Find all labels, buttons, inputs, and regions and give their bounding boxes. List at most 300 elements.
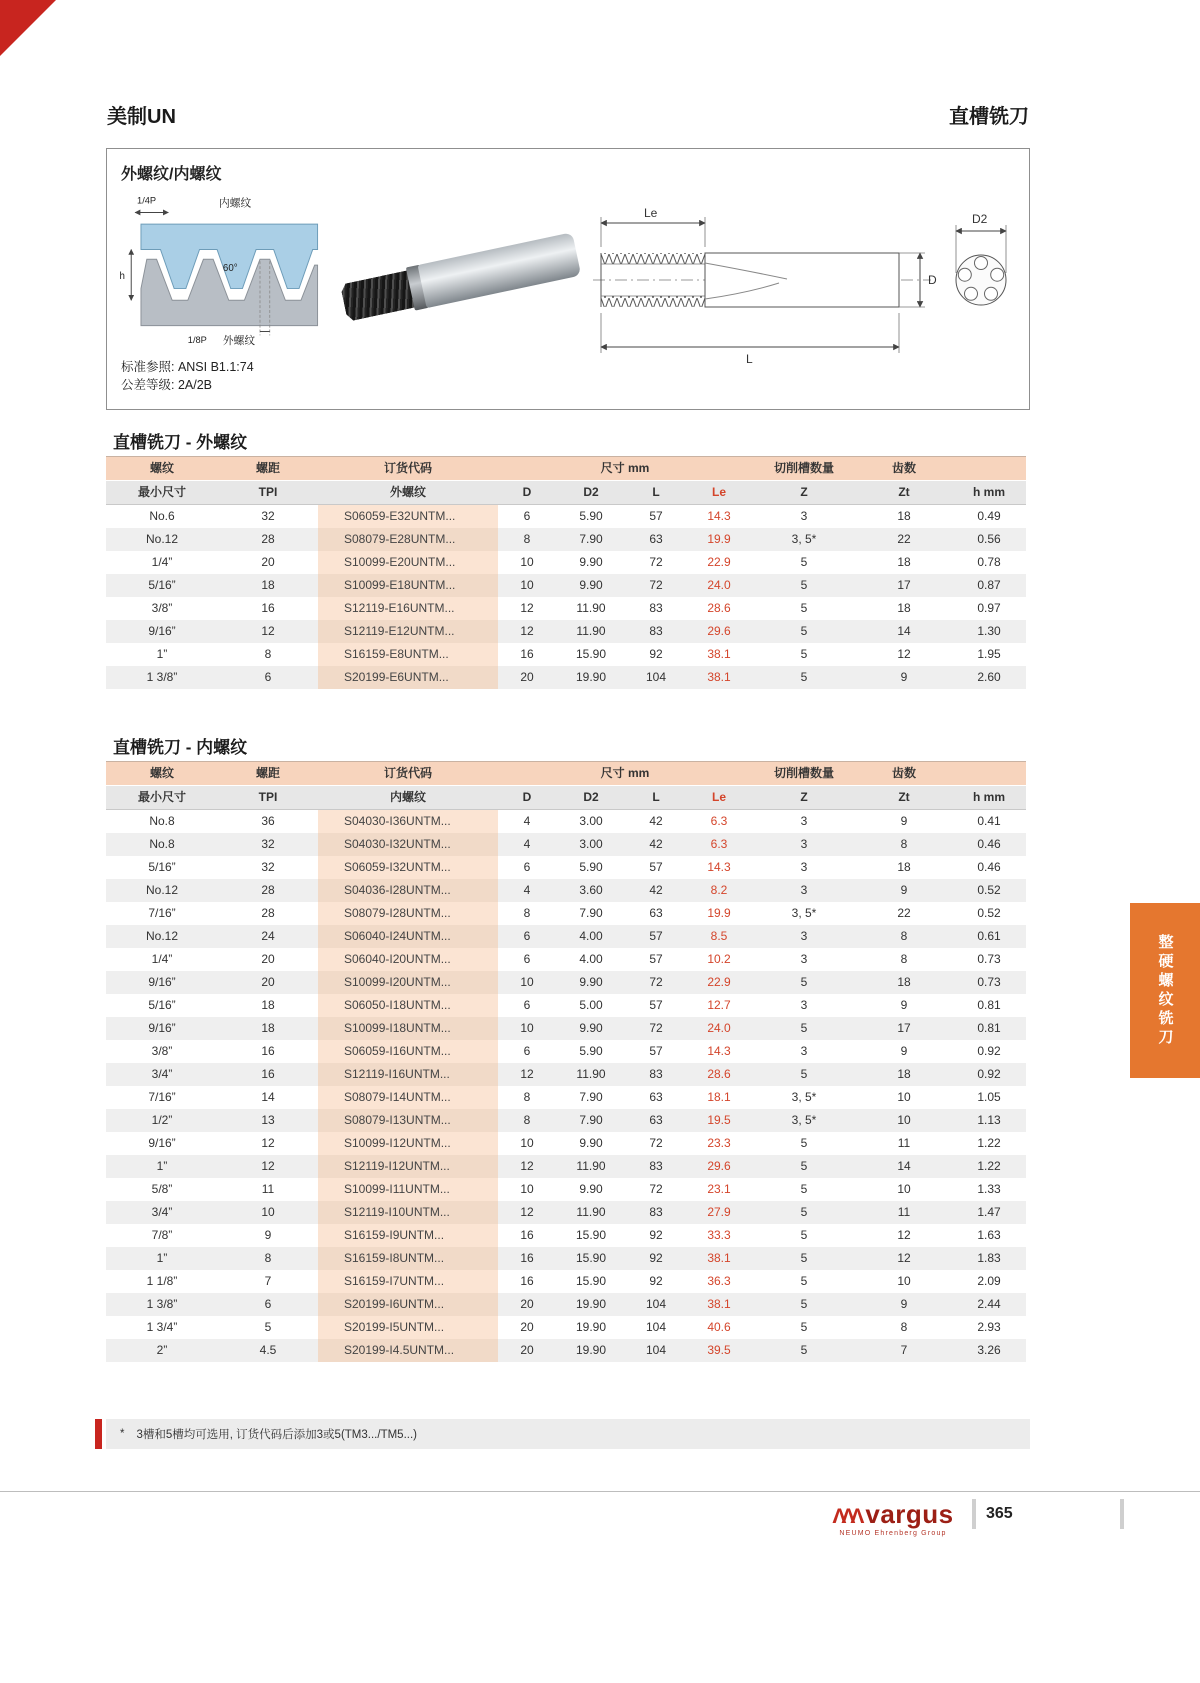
table-row bbox=[106, 666, 1026, 689]
table-cell: 0.61 bbox=[977, 929, 1001, 943]
table-cell: 1 1/8” bbox=[146, 1274, 178, 1288]
table-row bbox=[106, 1155, 1026, 1178]
column-header-cell: Zt bbox=[856, 786, 952, 810]
table-cell: 5/8” bbox=[151, 1182, 173, 1196]
table-cell: 4 bbox=[523, 837, 531, 851]
table-cell: 9 bbox=[900, 883, 908, 897]
table-cell: 10 bbox=[897, 1090, 911, 1104]
table-cell: S04030-I32UNTM... bbox=[318, 833, 498, 856]
table-cell: 5 bbox=[800, 601, 808, 615]
table-cell: 28 bbox=[261, 532, 275, 546]
table-cell: 104 bbox=[645, 1343, 667, 1357]
table-cell: 42 bbox=[649, 814, 663, 828]
table-row bbox=[106, 574, 1026, 597]
column-header-cell: 最小尺寸 bbox=[106, 786, 218, 810]
group-header-cell: 订货代码 bbox=[318, 457, 498, 481]
table-cell: 9/16” bbox=[148, 1136, 176, 1150]
table-cell: 1.22 bbox=[977, 1136, 1001, 1150]
table-cell: 3, 5* bbox=[791, 1090, 817, 1104]
table-cell: 19.90 bbox=[575, 670, 607, 684]
table-cell: S10099-E20UNTM... bbox=[318, 551, 498, 574]
table-cell: 5 bbox=[800, 647, 808, 661]
footnote-text: 3槽和5槽均可选用, 订货代码后添加3或5(TM3.../TM5...) bbox=[136, 1429, 417, 1441]
table-cell: No.6 bbox=[149, 509, 175, 523]
column-header-cell: Z bbox=[752, 786, 856, 810]
table-cell: 38.1 bbox=[707, 670, 731, 684]
table-row bbox=[106, 1201, 1026, 1224]
table-cell: 10 bbox=[897, 1113, 911, 1127]
table-cell: 14 bbox=[897, 624, 911, 638]
table-cell: 1” bbox=[156, 1251, 168, 1265]
table-cell: 7/8” bbox=[151, 1228, 173, 1242]
table-row bbox=[106, 1178, 1026, 1201]
table-cell: 15.90 bbox=[575, 647, 607, 661]
table-cell: 12 bbox=[520, 1205, 534, 1219]
table-row bbox=[106, 1224, 1026, 1247]
table-cell: 9.90 bbox=[579, 578, 603, 592]
table-cell: S16159-I8UNTM... bbox=[318, 1247, 498, 1270]
table-cell: 7.90 bbox=[579, 906, 603, 920]
table-cell: 5.00 bbox=[579, 998, 603, 1012]
column-header-cell: h mm bbox=[952, 786, 1026, 810]
quarter-p-label: 1/4P bbox=[137, 195, 157, 206]
table-cell: 2.09 bbox=[977, 1274, 1001, 1288]
column-header-cell: Zt bbox=[856, 481, 952, 505]
table-cell: 9/16” bbox=[148, 624, 176, 638]
h-label: h bbox=[119, 270, 125, 282]
table-cell: 1” bbox=[156, 647, 168, 661]
table-cell: 42 bbox=[649, 837, 663, 851]
table-cell: S10099-E18UNTM... bbox=[318, 574, 498, 597]
table-cell: 8 bbox=[900, 837, 908, 851]
group-header-cell bbox=[952, 457, 1026, 481]
table-row bbox=[106, 597, 1026, 620]
table-cell: 83 bbox=[649, 1159, 663, 1173]
page-header bbox=[107, 100, 1029, 129]
table-cell: S20199-I6UNTM... bbox=[318, 1293, 498, 1316]
table-cell: 2.60 bbox=[977, 670, 1001, 684]
table-cell: 9.90 bbox=[579, 1182, 603, 1196]
table-cell: 12 bbox=[261, 624, 275, 638]
standards-note bbox=[121, 358, 254, 396]
table-cell: 10 bbox=[261, 1205, 275, 1219]
internal-thread-label: 内螺纹 bbox=[219, 197, 252, 210]
table-cell: 0.73 bbox=[977, 952, 1001, 966]
table-cell: 12 bbox=[520, 624, 534, 638]
table-cell: 10.2 bbox=[707, 952, 731, 966]
table-cell: 29.6 bbox=[707, 1159, 731, 1173]
table-cell: 20 bbox=[261, 952, 275, 966]
dim-le-label: Le bbox=[644, 206, 658, 220]
column-header-cell: L bbox=[626, 481, 686, 505]
table-row bbox=[106, 1017, 1026, 1040]
table-cell: S16159-E8UNTM... bbox=[318, 643, 498, 666]
table-cell: 5.90 bbox=[579, 860, 603, 874]
table-cell: 1.05 bbox=[977, 1090, 1001, 1104]
table-cell: S10099-I11UNTM... bbox=[318, 1178, 498, 1201]
table-cell: 3.26 bbox=[977, 1343, 1001, 1357]
table-cell: 33.3 bbox=[707, 1228, 731, 1242]
table-cell: 23.3 bbox=[707, 1136, 731, 1150]
table-cell: 3/8” bbox=[151, 1044, 173, 1058]
table-cell: 38.1 bbox=[707, 647, 731, 661]
table-cell: 16 bbox=[520, 647, 534, 661]
external-thread-label: 外螺纹 bbox=[222, 335, 256, 348]
table-cell: 5/16” bbox=[148, 860, 176, 874]
table-row bbox=[106, 1109, 1026, 1132]
group-header-cell: 尺寸 mm bbox=[498, 457, 752, 481]
internal-thread-table bbox=[106, 761, 1026, 1362]
table-cell: 10 bbox=[520, 1136, 534, 1150]
table-cell: 29.6 bbox=[707, 624, 731, 638]
table-cell: 8 bbox=[264, 1251, 272, 1265]
table-cell: 20 bbox=[520, 1320, 534, 1334]
table-cell: 2.44 bbox=[977, 1297, 1001, 1311]
table-cell: 3/4” bbox=[151, 1205, 173, 1219]
table-cell: 11.90 bbox=[576, 1205, 606, 1219]
table-cell: S06059-I16UNTM... bbox=[318, 1040, 498, 1063]
table-cell: 0.81 bbox=[977, 998, 1001, 1012]
table-cell: No.12 bbox=[145, 532, 179, 546]
table-cell: 32 bbox=[261, 860, 275, 874]
internal-thread-shape bbox=[141, 224, 318, 288]
table-cell: S08079-I14UNTM... bbox=[318, 1086, 498, 1109]
table-row bbox=[106, 902, 1026, 925]
table-cell: S04036-I28UNTM... bbox=[318, 879, 498, 902]
footer-separator bbox=[972, 1499, 976, 1529]
column-header-cell: 外螺纹 bbox=[318, 481, 498, 505]
table-cell: 10 bbox=[897, 1182, 911, 1196]
thread-profile-diagram bbox=[117, 191, 323, 351]
table-row bbox=[106, 643, 1026, 666]
table-cell: 32 bbox=[261, 837, 275, 851]
column-header-cell: Le bbox=[686, 481, 752, 505]
table-cell: 6 bbox=[264, 1297, 272, 1311]
table-cell: 20 bbox=[520, 1343, 534, 1357]
table-cell: 0.49 bbox=[977, 509, 1001, 523]
table-cell: 3 bbox=[800, 860, 808, 874]
group-header-cell: 齿数 bbox=[856, 762, 952, 786]
table-cell: 18 bbox=[897, 555, 911, 569]
table-cell: 0.73 bbox=[977, 975, 1001, 989]
table-cell: 9.90 bbox=[579, 555, 603, 569]
dim-l-label: L bbox=[746, 352, 753, 366]
table-cell: 3, 5* bbox=[791, 906, 817, 920]
table-cell: 20 bbox=[261, 975, 275, 989]
table-cell: 9/16” bbox=[148, 1021, 176, 1035]
vargus-logo bbox=[818, 1499, 968, 1537]
table-row bbox=[106, 551, 1026, 574]
table-cell: 1/4” bbox=[151, 555, 173, 569]
table-cell: 2” bbox=[156, 1343, 168, 1357]
table-cell: 1.83 bbox=[977, 1251, 1001, 1265]
table-cell: 0.87 bbox=[977, 578, 1001, 592]
table-cell: 13 bbox=[261, 1113, 275, 1127]
table-cell: 3.00 bbox=[579, 837, 603, 851]
table-cell: 4 bbox=[523, 814, 531, 828]
table-cell: S20199-E6UNTM... bbox=[318, 666, 498, 689]
table-cell: 24.0 bbox=[707, 578, 731, 592]
table-cell: 11 bbox=[897, 1205, 911, 1219]
table-cell: 5 bbox=[800, 1320, 808, 1334]
table-cell: 57 bbox=[649, 1044, 663, 1058]
table-cell: 11.90 bbox=[576, 1067, 606, 1081]
table-cell: 20 bbox=[261, 555, 275, 569]
group-header-cell bbox=[952, 762, 1026, 786]
table-cell: 6.3 bbox=[710, 837, 728, 851]
table-cell: 72 bbox=[649, 975, 663, 989]
table-cell: 7/16” bbox=[148, 906, 176, 920]
table-cell: 7 bbox=[264, 1274, 272, 1288]
table-cell: 57 bbox=[649, 998, 663, 1012]
table-cell: 3.00 bbox=[579, 814, 603, 828]
table-cell: 16 bbox=[520, 1228, 534, 1242]
table-cell: 9 bbox=[264, 1228, 272, 1242]
table-cell: 38.1 bbox=[707, 1251, 731, 1265]
table-cell: 7.90 bbox=[579, 1113, 603, 1127]
table-cell: 1.63 bbox=[977, 1228, 1001, 1242]
table-cell: 17 bbox=[897, 578, 911, 592]
table-cell: 12 bbox=[261, 1159, 275, 1173]
group-header-cell: 螺纹 bbox=[106, 457, 218, 481]
table-cell: 5 bbox=[800, 1021, 808, 1035]
table-cell: 8 bbox=[523, 532, 531, 546]
table-cell: 4.00 bbox=[579, 952, 603, 966]
table-row bbox=[106, 948, 1026, 971]
table-cell: 1.95 bbox=[977, 647, 1001, 661]
table-cell: 6 bbox=[523, 929, 531, 943]
table-cell: 92 bbox=[649, 1274, 663, 1288]
table-cell: 19.90 bbox=[575, 1343, 607, 1357]
table-cell: 5 bbox=[800, 1228, 808, 1242]
table-cell: 83 bbox=[649, 601, 663, 615]
table-cell: 7.90 bbox=[579, 1090, 603, 1104]
table-cell: 19.9 bbox=[707, 906, 731, 920]
table-cell: 6 bbox=[523, 952, 531, 966]
table-cell: 5 bbox=[800, 555, 808, 569]
table-cell: 104 bbox=[645, 670, 667, 684]
table-cell: 11.90 bbox=[576, 1159, 606, 1173]
table-cell: 28.6 bbox=[707, 1067, 731, 1081]
table-cell: 40.6 bbox=[707, 1320, 731, 1334]
column-header-cell: D2 bbox=[556, 481, 626, 505]
column-header-cell: L bbox=[626, 786, 686, 810]
table-cell: 9.90 bbox=[579, 975, 603, 989]
table-cell: 83 bbox=[649, 624, 663, 638]
table-cell: S12119-I12UNTM... bbox=[318, 1155, 498, 1178]
table-cell: S10099-I12UNTM... bbox=[318, 1132, 498, 1155]
table-cell: 12.7 bbox=[707, 998, 731, 1012]
angle-label: 60° bbox=[222, 263, 238, 274]
table-cell: 6 bbox=[264, 670, 272, 684]
table-cell: 5 bbox=[800, 1182, 808, 1196]
table-cell: 1 3/8” bbox=[146, 1297, 178, 1311]
footnote-accent-bar bbox=[95, 1419, 102, 1449]
table-cell: S20199-I4.5UNTM... bbox=[318, 1339, 498, 1362]
table-cell: 57 bbox=[649, 952, 663, 966]
table-cell: 3.60 bbox=[579, 883, 603, 897]
table-cell: 11.90 bbox=[576, 601, 606, 615]
table-row bbox=[106, 620, 1026, 643]
table-row bbox=[106, 810, 1026, 834]
column-header-cell: TPI bbox=[218, 786, 318, 810]
table-cell: 10 bbox=[897, 1274, 911, 1288]
table-cell: 22.9 bbox=[707, 555, 731, 569]
table-cell: 3 bbox=[800, 883, 808, 897]
table-cell: 3 bbox=[800, 929, 808, 943]
table-cell: 9.90 bbox=[579, 1136, 603, 1150]
table-cell: 11.90 bbox=[576, 624, 606, 638]
table-cell: 0.81 bbox=[977, 1021, 1001, 1035]
table-cell: 24 bbox=[261, 929, 275, 943]
table-cell: 10 bbox=[520, 578, 534, 592]
table-cell: 5 bbox=[800, 1067, 808, 1081]
table-cell: 1.30 bbox=[977, 624, 1001, 638]
table-cell: 36 bbox=[261, 814, 275, 828]
table-cell: 10 bbox=[520, 975, 534, 989]
table-cell: S08079-I28UNTM... bbox=[318, 902, 498, 925]
table-cell: 9 bbox=[900, 670, 908, 684]
dim-d2-label: D2 bbox=[972, 212, 988, 226]
table-cell: 72 bbox=[649, 578, 663, 592]
logo-wordmark: vargus bbox=[865, 1499, 954, 1529]
table-cell: 22 bbox=[897, 906, 911, 920]
table-cell: 16 bbox=[261, 1067, 275, 1081]
table-cell: 17 bbox=[897, 1021, 911, 1035]
table-cell: 20 bbox=[520, 1297, 534, 1311]
table-cell: 8 bbox=[523, 1090, 531, 1104]
table-cell: 8 bbox=[900, 952, 908, 966]
table-cell: 8 bbox=[523, 906, 531, 920]
table-cell: 57 bbox=[649, 929, 663, 943]
table-cell: 16 bbox=[520, 1274, 534, 1288]
table-cell: 72 bbox=[649, 555, 663, 569]
tool-photo bbox=[335, 207, 590, 347]
table-cell: 18 bbox=[897, 601, 911, 615]
table-cell: 12 bbox=[520, 601, 534, 615]
table-cell: 18.1 bbox=[707, 1090, 731, 1104]
table-cell: 5 bbox=[800, 670, 808, 684]
table-cell: 0.41 bbox=[977, 814, 1001, 828]
table-cell: 4 bbox=[523, 883, 531, 897]
table-row bbox=[106, 1270, 1026, 1293]
table-cell: 6 bbox=[523, 998, 531, 1012]
table-cell: 27.9 bbox=[707, 1205, 731, 1219]
table-cell: 14.3 bbox=[707, 860, 731, 874]
table-cell: 6 bbox=[523, 509, 531, 523]
table-cell: 9/16” bbox=[148, 975, 176, 989]
table-cell: 8.5 bbox=[710, 929, 728, 943]
table-cell: 12 bbox=[897, 1228, 911, 1242]
table-cell: 5 bbox=[800, 578, 808, 592]
table-cell: 28 bbox=[261, 883, 275, 897]
table-cell: 18 bbox=[897, 975, 911, 989]
table-cell: 1/2” bbox=[151, 1113, 173, 1127]
group-header-cell: 螺纹 bbox=[106, 762, 218, 786]
table-cell: 1.22 bbox=[977, 1159, 1001, 1173]
table-cell: 7 bbox=[900, 1343, 908, 1357]
footnote-marker: * bbox=[120, 1428, 125, 1440]
table-cell: No.12 bbox=[145, 929, 179, 943]
table-cell: 1.33 bbox=[977, 1182, 1001, 1196]
table-cell: 24.0 bbox=[707, 1021, 731, 1035]
table-cell: 3/4” bbox=[151, 1067, 173, 1081]
table-cell: 39.5 bbox=[707, 1343, 731, 1357]
table-cell: 6.3 bbox=[710, 814, 728, 828]
column-header-cell: Z bbox=[752, 481, 856, 505]
column-header-cell: 内螺纹 bbox=[318, 786, 498, 810]
table-cell: 4.5 bbox=[259, 1343, 277, 1357]
group-header-cell: 切削槽数量 bbox=[752, 457, 856, 481]
table-cell: 5.90 bbox=[579, 509, 603, 523]
table-cell: 0.52 bbox=[977, 906, 1001, 920]
table-cell: S12119-E12UNTM... bbox=[318, 620, 498, 643]
table-cell: 7.90 bbox=[579, 532, 603, 546]
table-cell: S12119-I10UNTM... bbox=[318, 1201, 498, 1224]
table-cell: S10099-I20UNTM... bbox=[318, 971, 498, 994]
table-cell: 8 bbox=[264, 647, 272, 661]
table-cell: 14 bbox=[261, 1090, 275, 1104]
table-cell: S16159-I9UNTM... bbox=[318, 1224, 498, 1247]
table-cell: 12 bbox=[897, 647, 911, 661]
table-cell: 5 bbox=[800, 1159, 808, 1173]
table-cell: 18 bbox=[261, 1021, 275, 1035]
group-header-cell: 螺距 bbox=[218, 762, 318, 786]
table-cell: 63 bbox=[649, 1113, 663, 1127]
table-cell: 14.3 bbox=[707, 1044, 731, 1058]
table-cell: 18 bbox=[261, 998, 275, 1012]
table-cell: 16 bbox=[261, 1044, 275, 1058]
table-cell: 14 bbox=[897, 1159, 911, 1173]
table-cell: S10099-I18UNTM... bbox=[318, 1017, 498, 1040]
footer-divider bbox=[0, 1491, 1200, 1492]
table-row bbox=[106, 856, 1026, 879]
table-cell: 5 bbox=[800, 1136, 808, 1150]
footnote bbox=[106, 1419, 1030, 1449]
table-cell: 8 bbox=[900, 1320, 908, 1334]
table-row bbox=[106, 528, 1026, 551]
table-cell: 10 bbox=[520, 555, 534, 569]
table-cell: 92 bbox=[649, 647, 663, 661]
column-header-cell: h mm bbox=[952, 481, 1026, 505]
side-tab-solid-thread-mills bbox=[1130, 903, 1200, 1078]
table-cell: 3/8” bbox=[151, 601, 173, 615]
table-cell: 104 bbox=[645, 1297, 667, 1311]
table-cell: 18 bbox=[897, 509, 911, 523]
column-header-cell: TPI bbox=[218, 481, 318, 505]
table-row bbox=[106, 1293, 1026, 1316]
table-row bbox=[106, 1132, 1026, 1155]
table-cell: S08079-E28UNTM... bbox=[318, 528, 498, 551]
table-cell: 1 3/8” bbox=[146, 670, 178, 684]
table-cell: 12 bbox=[520, 1159, 534, 1173]
table-cell: 57 bbox=[649, 509, 663, 523]
table-cell: 3 bbox=[800, 998, 808, 1012]
table-cell: 63 bbox=[649, 532, 663, 546]
page-title-left: 美制UN bbox=[107, 106, 176, 128]
table-cell: 19.9 bbox=[707, 532, 731, 546]
table-cell: S06050-I18UNTM... bbox=[318, 994, 498, 1017]
table-cell: 5.90 bbox=[579, 1044, 603, 1058]
table-cell: 9 bbox=[900, 1297, 908, 1311]
table-cell: 9.90 bbox=[579, 1021, 603, 1035]
group-header-cell: 订货代码 bbox=[318, 762, 498, 786]
eighth-p-label: 1/8P bbox=[187, 335, 207, 346]
table-row bbox=[106, 505, 1026, 529]
table-cell: 10 bbox=[520, 1182, 534, 1196]
table-cell: 42 bbox=[649, 883, 663, 897]
table-cell: 28 bbox=[261, 906, 275, 920]
